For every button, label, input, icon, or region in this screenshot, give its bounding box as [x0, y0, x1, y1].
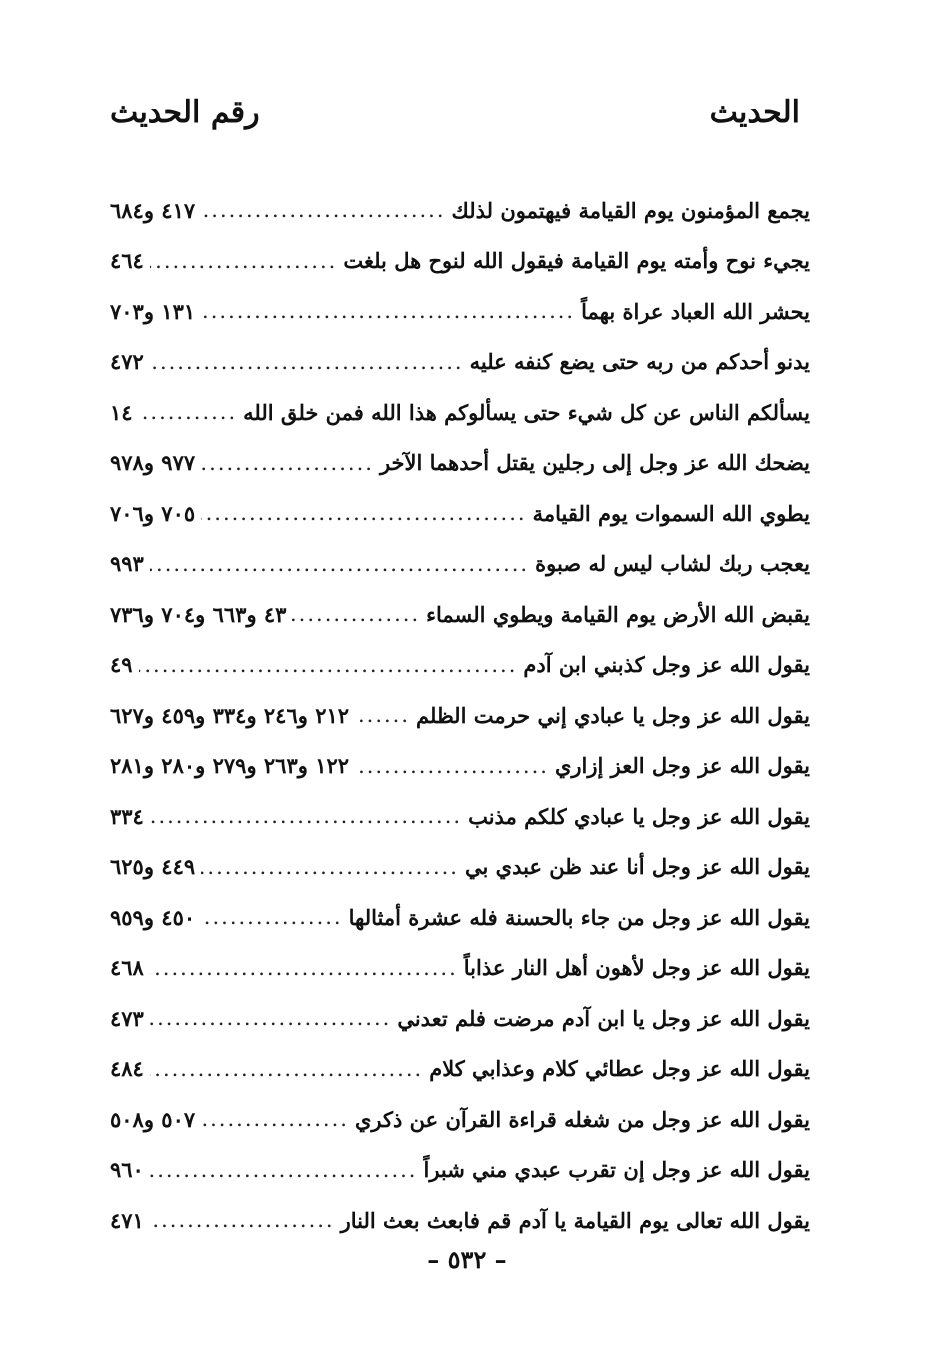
hadith-number: ١٣١ و٧٠٣ [110, 298, 196, 324]
leader-dots [201, 501, 526, 525]
index-entry [110, 589, 810, 640]
hadith-text: يقول الله عز وجل يا عبادي كلكم مذنب [468, 803, 810, 829]
index-entry [110, 185, 810, 236]
hadith-number: ١٤ [110, 399, 133, 425]
hadith-text: يقول الله تعالى يوم القيامة يا آدم قم فابعث بعث النار [340, 1207, 810, 1233]
index-entry [110, 741, 810, 792]
index-entry [110, 842, 810, 893]
index-entry [110, 1044, 810, 1095]
leader-dots [201, 855, 459, 879]
hadith-text: يجمع المؤمنون يوم القيامة فيهتمون لذلك [451, 197, 810, 223]
leader-dots [201, 451, 374, 475]
leader-dots [150, 1158, 418, 1182]
hadith-number: ٤٧٣ [110, 1005, 144, 1031]
hadith-text: يقول الله عز وجل إن تقرب عبدي مني شبراً [423, 1157, 810, 1183]
hadith-text: يقول الله عز وجل كذبني ابن آدم [523, 652, 810, 678]
hadith-number: ٤٨٤ [110, 1056, 144, 1082]
leader-dots [201, 1107, 349, 1131]
hadith-number: ٩٧٧ و٩٧٨ [110, 450, 196, 476]
leader-dots [201, 299, 575, 323]
index-entry [110, 1094, 810, 1145]
index-entry [110, 337, 810, 388]
index-entry [110, 438, 810, 489]
hadith-text: يقول الله عز وجل عطائي كلام وعذابي كلام [429, 1056, 810, 1082]
index-entry [110, 539, 810, 590]
leader-dots [355, 703, 410, 727]
hadith-number: ٤١٧ و٦٨٤ [110, 197, 196, 223]
hadith-text: يعجب ربك لشاب ليس له صبوة [535, 551, 810, 577]
index-entry [110, 286, 810, 337]
leader-dots [150, 249, 338, 273]
hadith-number: ٩٩٣ [110, 551, 144, 577]
hadith-text: يضحك الله عز وجل إلى رجلين يقتل أحدهما الآخر [379, 450, 810, 476]
hadith-text: يقول الله عز وجل يا عبادي إني حرمت الظلم [416, 702, 810, 728]
hadith-number: ٤٦٨ [110, 955, 144, 981]
leader-dots [355, 754, 549, 778]
hadith-text: يقول الله عز وجل من جاء بالحسنة فله عشرة أمثالها [348, 904, 810, 930]
leader-dots [150, 804, 462, 828]
hadith-text: يطوي الله السموات يوم القيامة [532, 500, 810, 526]
hadith-number: ٧٠٥ و٧٠٦ [110, 500, 196, 526]
leader-dots [150, 552, 529, 576]
hadith-text: يقول الله عز وجل العز إزاري [554, 753, 810, 779]
index-entry [110, 993, 810, 1044]
hadith-number: ٤٧٢ [110, 349, 144, 375]
index-entry [110, 236, 810, 287]
index-list [110, 185, 810, 1246]
hadith-number: ٤٩ [110, 652, 133, 678]
index-entry [110, 791, 810, 842]
hadith-number: ٤٤٩ و٦٢٥ [110, 854, 196, 880]
leader-dots [292, 602, 420, 626]
hadith-number: ٣٣٤ [110, 803, 144, 829]
page-number: – ٥٣٢ – [427, 1245, 507, 1274]
column-headers [110, 95, 800, 145]
index-entry [110, 1145, 810, 1196]
index-entry [110, 943, 810, 994]
index-entry [110, 892, 810, 943]
hadith-number: ٥٠٧ و٥٠٨ [110, 1106, 196, 1132]
hadith-number: ٤٣ و٦٦٣ و٧٠٤ و٧٣٦ [110, 601, 287, 627]
hadith-number: ٢١٢ و٢٤٦ و٣٣٤ و٤٥٩ و٦٢٧ [110, 702, 350, 728]
hadith-number: ١٢٢ و٢٦٣ و٢٧٩ و٢٨٠ و٢٨١ [110, 753, 350, 779]
hadith-text: يدنو أحدكم من ربه حتى يضع كنفه عليه [469, 349, 810, 375]
leader-dots [201, 198, 445, 222]
hadith-column-title: الحديث [709, 95, 800, 130]
index-entry [110, 387, 810, 438]
leader-dots [201, 905, 342, 929]
leader-dots [150, 1006, 391, 1030]
hadith-text: يقبض الله الأرض يوم القيامة ويطوي السماء [426, 601, 810, 627]
hadith-number-column-title: رقم الحديث [110, 95, 260, 130]
index-entry [110, 488, 810, 539]
hadith-number: ٤٥٠ و٩٥٩ [110, 904, 196, 930]
hadith-number: ٤٦٤ [110, 248, 144, 274]
index-entry [110, 1195, 810, 1246]
leader-dots [150, 1208, 335, 1232]
leader-dots [139, 400, 238, 424]
hadith-number: ٤٧١ [110, 1207, 144, 1233]
index-entry [110, 640, 810, 691]
leader-dots [150, 1057, 423, 1081]
hadith-number: ٩٦٠ [110, 1157, 144, 1183]
hadith-text: يجيء نوح وأمته يوم القيامة فيقول الله لنوح هل بلغت [343, 248, 810, 274]
hadith-text: يقول الله عز وجل أنا عند ظن عبدي بي [465, 854, 810, 880]
index-entry [110, 690, 810, 741]
leader-dots [139, 653, 518, 677]
leader-dots [150, 956, 458, 980]
hadith-text: يقول الله عز وجل لأهون أهل النار عذاباً [463, 955, 810, 981]
hadith-text: يحشر الله العباد عراة بهماً [581, 298, 810, 324]
hadith-text: يقول الله عز وجل من شغله قراءة القرآن عن ذكري [354, 1106, 810, 1132]
hadith-text: يسألكم الناس عن كل شيء حتى يسألوكم هذا الله فمن خلق الله [243, 399, 810, 425]
hadith-text: يقول الله عز وجل يا ابن آدم مرضت فلم تعدني [397, 1005, 810, 1031]
leader-dots [150, 350, 464, 374]
